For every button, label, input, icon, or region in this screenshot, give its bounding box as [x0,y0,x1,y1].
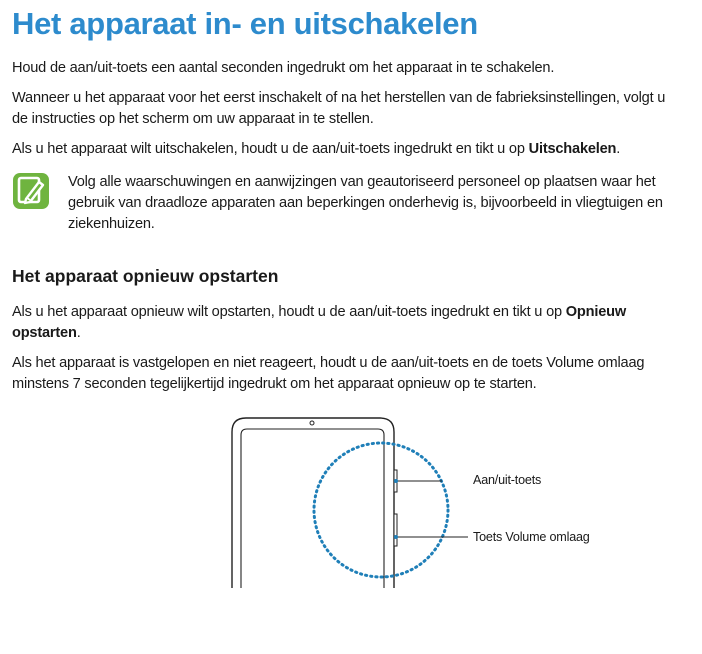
highlight-circle [314,443,448,577]
paragraph-power-off-end: . [616,141,621,157]
paragraph-restart-end: . [76,325,81,341]
volume-down-key [394,514,397,546]
paragraph-force-restart: Als het apparaat is vastgelopen en niet reageert, houdt u de aan/uit-toets en de toets Volume omlaag minstens 7 seconden tegelijkertijd ingedrukt om het apparaat opnieuw op te starten. [12,355,645,392]
note-pencil-icon [12,172,50,210]
paragraph-power-off-text: Als u het apparaat wilt uitschakelen, houdt u de aan/uit-toets ingedrukt en tikt u op [12,141,529,157]
section-heading: Het apparaat opnieuw opstarten [12,266,279,286]
page-title: Het apparaat in- en uitschakelen [12,6,478,41]
tablet-screen [241,429,384,588]
power-off-option-label: Uitschakelen [528,141,617,157]
paragraph-restart-text: Als u het apparaat opnieuw wilt opstarten, houdt u de aan/uit-toets ingedrukt en tikt u op [12,304,566,320]
note-text: Volg alle waarschuwingen en aanwijzingen van geautoriseerd personeel op plaatsen waar het gebruik van draadloze apparaten aan beperkingen onderhevig is, bijvoorbeeld in vliegtuigen en ziekenhuizen. [68,174,663,232]
paragraph-power-on: Houd de aan/uit-toets een aantal seconden ingedrukt om het apparaat in te schakelen. [12,60,555,76]
paragraph-power-off [12,139,684,160]
camera-icon [310,421,314,425]
device-illustration [200,410,640,590]
restart-option-label: Opnieuw opstarten [12,304,626,341]
paragraph-first-setup: Wanneer u het apparaat voor het eerst inschakelt of na het herstellen van de fabrieksinstellingen, volgt u de instructies op het scherm om uw apparaat in te stellen. [12,90,666,127]
paragraph-restart [12,302,684,344]
callout-power-key: Aan/uit-toets [473,473,542,487]
callout-volume-down-key: Toets Volume omlaag [473,530,590,544]
